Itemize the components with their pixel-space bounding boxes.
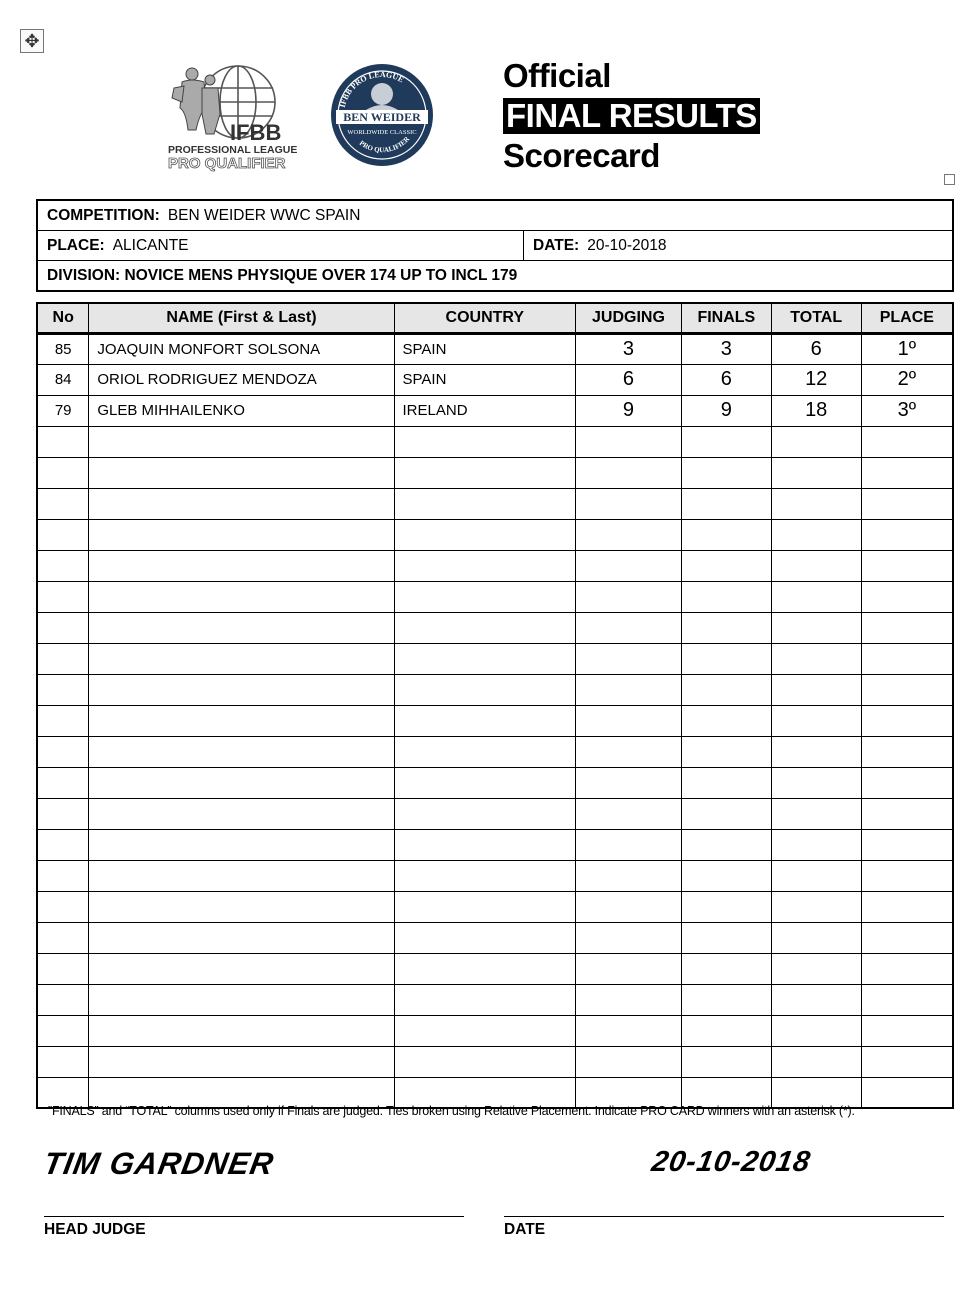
head-judge-signature: TIM GARDNER xyxy=(41,1146,277,1181)
cell-judging[interactable] xyxy=(576,519,682,550)
cell-finals[interactable] xyxy=(681,798,771,829)
table-row-empty xyxy=(37,891,953,922)
date-cell xyxy=(524,231,667,260)
cell-country[interactable] xyxy=(394,705,576,736)
cell-total[interactable] xyxy=(771,984,861,1015)
cell-name[interactable] xyxy=(89,612,394,643)
cell-country[interactable] xyxy=(394,922,576,953)
cell-place[interactable] xyxy=(861,426,953,457)
table-row-empty xyxy=(37,488,953,519)
header-judging: JUDGING xyxy=(576,303,682,333)
title-final-results: FINAL RESULTS xyxy=(503,98,760,134)
header-name: NAME (First & Last) xyxy=(89,303,394,333)
cell-name[interactable] xyxy=(89,1015,394,1046)
cell-country[interactable] xyxy=(394,674,576,705)
cell-country[interactable] xyxy=(394,1015,576,1046)
cell-finals[interactable] xyxy=(681,457,771,488)
table-row-empty xyxy=(37,860,953,891)
cell-name[interactable]: GLEB MIHHAILENKO xyxy=(89,395,394,426)
table-row-empty xyxy=(37,829,953,860)
cell-total[interactable] xyxy=(771,674,861,705)
cell-total[interactable] xyxy=(771,829,861,860)
move-handle-icon[interactable]: ✥ xyxy=(20,29,44,53)
cell-total[interactable] xyxy=(771,457,861,488)
cell-total[interactable] xyxy=(771,643,861,674)
cell-finals[interactable] xyxy=(681,736,771,767)
cell-place[interactable]: 3º xyxy=(861,395,953,426)
ifbb-logo-text: IFBB xyxy=(230,120,282,145)
cell-no[interactable] xyxy=(37,519,89,550)
cell-finals[interactable] xyxy=(681,953,771,984)
cell-no[interactable] xyxy=(37,891,89,922)
cell-no[interactable] xyxy=(37,953,89,984)
cell-total[interactable] xyxy=(771,922,861,953)
cell-country[interactable] xyxy=(394,736,576,767)
cell-country[interactable] xyxy=(394,860,576,891)
ben-weider-logo-text: BEN WEIDER xyxy=(343,110,421,124)
cell-country[interactable]: IRELAND xyxy=(394,395,576,426)
cell-finals[interactable] xyxy=(681,1015,771,1046)
cell-total[interactable] xyxy=(771,860,861,891)
cell-judging[interactable] xyxy=(576,457,682,488)
cell-no[interactable] xyxy=(37,860,89,891)
footnote: ”FINALS” and “TOTAL” columns used only if Finals are judged. Ties broken using Relative Placement. Indicate PRO CARD winners with an asterisk (*). xyxy=(48,1104,855,1118)
cell-total[interactable] xyxy=(771,891,861,922)
cell-place[interactable] xyxy=(861,519,953,550)
cell-total[interactable] xyxy=(771,1015,861,1046)
cell-name[interactable] xyxy=(89,829,394,860)
table-row-empty xyxy=(37,519,953,550)
cell-place[interactable] xyxy=(861,953,953,984)
table-row-empty xyxy=(37,457,953,488)
cell-name[interactable] xyxy=(89,891,394,922)
title-block xyxy=(503,56,760,176)
table-row-empty xyxy=(37,581,953,612)
cell-place[interactable] xyxy=(861,736,953,767)
cell-place[interactable] xyxy=(861,457,953,488)
cell-no[interactable] xyxy=(37,705,89,736)
date-label: DATE: xyxy=(533,236,580,254)
head-judge-line xyxy=(44,1216,464,1217)
cell-judging[interactable] xyxy=(576,922,682,953)
cell-total[interactable]: 6 xyxy=(771,333,861,364)
ifbb-logo-league: PROFESSIONAL LEAGUE xyxy=(168,144,298,156)
results-table xyxy=(36,302,954,1109)
cell-total[interactable] xyxy=(771,767,861,798)
cell-total[interactable]: 12 xyxy=(771,364,861,395)
cell-finals[interactable] xyxy=(681,860,771,891)
cell-country[interactable] xyxy=(394,798,576,829)
cell-place[interactable] xyxy=(861,767,953,798)
division-row xyxy=(38,261,952,291)
cell-place[interactable] xyxy=(861,922,953,953)
cell-finals[interactable]: 3 xyxy=(681,333,771,364)
cell-no[interactable] xyxy=(37,767,89,798)
cell-finals[interactable] xyxy=(681,550,771,581)
cell-judging[interactable]: 6 xyxy=(576,364,682,395)
cell-total[interactable]: 18 xyxy=(771,395,861,426)
cell-place[interactable] xyxy=(861,488,953,519)
header-no: No xyxy=(37,303,89,333)
cell-finals[interactable] xyxy=(681,581,771,612)
cell-name[interactable] xyxy=(89,798,394,829)
header-total: TOTAL xyxy=(771,303,861,333)
cell-no[interactable] xyxy=(37,984,89,1015)
results-body xyxy=(37,333,953,1108)
cell-name[interactable] xyxy=(89,953,394,984)
cell-total[interactable] xyxy=(771,519,861,550)
cell-finals[interactable] xyxy=(681,426,771,457)
cell-judging[interactable] xyxy=(576,643,682,674)
date-label-footer: DATE xyxy=(504,1221,546,1238)
table-row-empty xyxy=(37,736,953,767)
cell-country[interactable] xyxy=(394,581,576,612)
cell-finals[interactable] xyxy=(681,488,771,519)
cell-total[interactable] xyxy=(771,550,861,581)
table-row-empty xyxy=(37,922,953,953)
cell-total[interactable] xyxy=(771,798,861,829)
cell-country[interactable] xyxy=(394,519,576,550)
date-line xyxy=(504,1216,944,1217)
cell-total[interactable] xyxy=(771,612,861,643)
place-value: ALICANTE xyxy=(112,236,189,254)
table-row-empty xyxy=(37,612,953,643)
header-place: PLACE xyxy=(861,303,953,333)
cell-finals[interactable] xyxy=(681,922,771,953)
table-row-empty xyxy=(37,1015,953,1046)
ifbb-logo-qualifier: PRO QUALIFIER xyxy=(168,155,286,172)
cell-country[interactable] xyxy=(394,643,576,674)
cell-place[interactable] xyxy=(861,1046,953,1077)
cell-judging[interactable] xyxy=(576,550,682,581)
resize-handle[interactable] xyxy=(944,174,955,185)
cell-no[interactable] xyxy=(37,426,89,457)
table-row xyxy=(37,395,953,426)
cell-place[interactable] xyxy=(861,674,953,705)
cell-place[interactable] xyxy=(861,984,953,1015)
cell-country[interactable] xyxy=(394,612,576,643)
header-country: COUNTRY xyxy=(394,303,576,333)
cell-name[interactable] xyxy=(89,860,394,891)
cell-country[interactable]: SPAIN xyxy=(394,364,576,395)
cell-total[interactable] xyxy=(771,581,861,612)
cell-place[interactable] xyxy=(861,1015,953,1046)
cell-place[interactable] xyxy=(861,581,953,612)
table-row-empty xyxy=(37,674,953,705)
cell-judging[interactable] xyxy=(576,767,682,798)
cell-total[interactable] xyxy=(771,705,861,736)
cell-no[interactable] xyxy=(37,674,89,705)
cell-country[interactable] xyxy=(394,488,576,519)
cell-judging[interactable] xyxy=(576,798,682,829)
cell-judging[interactable] xyxy=(576,891,682,922)
cell-total[interactable] xyxy=(771,1046,861,1077)
title-scorecard: Scorecard xyxy=(503,137,660,174)
cell-name[interactable] xyxy=(89,922,394,953)
cell-country[interactable] xyxy=(394,984,576,1015)
competition-value: BEN WEIDER WWC SPAIN xyxy=(167,206,361,224)
cell-total[interactable] xyxy=(771,953,861,984)
cell-country[interactable]: SPAIN xyxy=(394,333,576,364)
cell-name[interactable] xyxy=(89,426,394,457)
cell-country[interactable] xyxy=(394,891,576,922)
cell-total[interactable] xyxy=(771,736,861,767)
cell-country[interactable] xyxy=(394,550,576,581)
cell-no[interactable]: 79 xyxy=(37,395,89,426)
cell-finals[interactable] xyxy=(681,984,771,1015)
cell-name[interactable]: JOAQUIN MONFORT SOLSONA xyxy=(89,333,394,364)
cell-place[interactable] xyxy=(861,829,953,860)
table-row-empty xyxy=(37,1046,953,1077)
cell-place[interactable]: 2º xyxy=(861,364,953,395)
cell-place[interactable]: 1º xyxy=(861,333,953,364)
table-header-row xyxy=(37,303,953,333)
header-finals: FINALS xyxy=(681,303,771,333)
cell-finals[interactable] xyxy=(681,1046,771,1077)
cell-name[interactable] xyxy=(89,674,394,705)
competition-info-box xyxy=(36,199,954,292)
ben-weider-logo xyxy=(328,62,436,168)
cell-judging[interactable] xyxy=(576,829,682,860)
cell-place[interactable] xyxy=(861,705,953,736)
cell-country[interactable] xyxy=(394,457,576,488)
cell-place[interactable] xyxy=(861,860,953,891)
table-row xyxy=(37,333,953,364)
table-row-empty xyxy=(37,767,953,798)
cell-no[interactable] xyxy=(37,550,89,581)
cell-total[interactable] xyxy=(771,426,861,457)
cell-no[interactable] xyxy=(37,1046,89,1077)
cell-judging[interactable] xyxy=(576,705,682,736)
cell-finals[interactable] xyxy=(681,612,771,643)
cell-judging[interactable] xyxy=(576,581,682,612)
cell-place[interactable] xyxy=(861,1077,953,1108)
cell-judging[interactable] xyxy=(576,1046,682,1077)
signature-date: 20-10-2018 xyxy=(649,1146,814,1178)
cell-judging[interactable] xyxy=(576,1015,682,1046)
cell-no[interactable] xyxy=(37,798,89,829)
place-cell xyxy=(38,231,524,260)
table-row-empty xyxy=(37,643,953,674)
head-judge-label: HEAD JUDGE xyxy=(44,1221,146,1238)
cell-country[interactable] xyxy=(394,767,576,798)
cell-place[interactable] xyxy=(861,643,953,674)
table-row-empty xyxy=(37,953,953,984)
cell-no[interactable] xyxy=(37,488,89,519)
cell-judging[interactable] xyxy=(576,860,682,891)
cell-judging[interactable] xyxy=(576,426,682,457)
cell-name[interactable]: ORIOL RODRIGUEZ MENDOZA xyxy=(89,364,394,395)
cell-country[interactable] xyxy=(394,829,576,860)
cell-no[interactable] xyxy=(37,736,89,767)
title-official: Official xyxy=(503,57,611,94)
cell-finals[interactable] xyxy=(681,705,771,736)
date-value: 20-10-2018 xyxy=(587,236,667,254)
cell-country[interactable] xyxy=(394,1046,576,1077)
cell-judging[interactable] xyxy=(576,984,682,1015)
cell-country[interactable] xyxy=(394,426,576,457)
competition-label: COMPETITION: xyxy=(47,206,160,224)
cell-no[interactable]: 84 xyxy=(37,364,89,395)
cell-judging[interactable] xyxy=(576,953,682,984)
cell-place[interactable] xyxy=(861,891,953,922)
cell-total[interactable] xyxy=(771,488,861,519)
svg-text:IFBB PRO LEAGUE: IFBB PRO LEAGUE xyxy=(337,69,406,109)
cell-place[interactable] xyxy=(861,612,953,643)
cell-judging[interactable] xyxy=(576,674,682,705)
cell-no[interactable] xyxy=(37,643,89,674)
cell-finals[interactable]: 9 xyxy=(681,395,771,426)
competition-row xyxy=(38,201,952,231)
division-value: DIVISION: NOVICE MENS PHYSIQUE OVER 174 UP TO INCL 179 xyxy=(47,267,518,284)
cell-no[interactable] xyxy=(37,829,89,860)
cell-judging[interactable] xyxy=(576,736,682,767)
cell-no[interactable] xyxy=(37,457,89,488)
table-row-empty xyxy=(37,798,953,829)
cell-name[interactable] xyxy=(89,1046,394,1077)
cell-judging[interactable]: 3 xyxy=(576,333,682,364)
cell-finals[interactable] xyxy=(681,891,771,922)
cell-place[interactable] xyxy=(861,798,953,829)
table-row-empty xyxy=(37,705,953,736)
table-row-empty xyxy=(37,426,953,457)
cell-finals[interactable] xyxy=(681,767,771,798)
cell-name[interactable] xyxy=(89,705,394,736)
cell-judging[interactable] xyxy=(576,488,682,519)
cell-no[interactable]: 85 xyxy=(37,333,89,364)
cell-name[interactable] xyxy=(89,767,394,798)
cell-name[interactable] xyxy=(89,550,394,581)
cell-no[interactable] xyxy=(37,581,89,612)
cell-name[interactable] xyxy=(89,581,394,612)
cell-finals[interactable] xyxy=(681,674,771,705)
place-date-row xyxy=(38,231,952,261)
svg-text:WORLDWIDE CLASSIC: WORLDWIDE CLASSIC xyxy=(347,129,417,136)
place-label: PLACE: xyxy=(47,236,105,254)
table-row-empty xyxy=(37,984,953,1015)
table-row-empty xyxy=(37,550,953,581)
cell-no[interactable] xyxy=(37,922,89,953)
cell-finals[interactable] xyxy=(681,643,771,674)
cell-judging[interactable] xyxy=(576,612,682,643)
cell-finals[interactable]: 6 xyxy=(681,364,771,395)
cell-country[interactable] xyxy=(394,953,576,984)
cell-no[interactable] xyxy=(37,612,89,643)
cell-name[interactable] xyxy=(89,488,394,519)
cell-judging[interactable]: 9 xyxy=(576,395,682,426)
cell-no[interactable] xyxy=(37,1015,89,1046)
cell-name[interactable] xyxy=(89,984,394,1015)
svg-text:PRO QUALIFIER: PRO QUALIFIER xyxy=(357,135,412,155)
ifbb-logo xyxy=(160,58,310,176)
cell-name[interactable] xyxy=(89,736,394,767)
cell-name[interactable] xyxy=(89,643,394,674)
cell-name[interactable] xyxy=(89,519,394,550)
cell-place[interactable] xyxy=(861,550,953,581)
cell-finals[interactable] xyxy=(681,829,771,860)
table-row xyxy=(37,364,953,395)
cell-name[interactable] xyxy=(89,457,394,488)
cell-finals[interactable] xyxy=(681,519,771,550)
